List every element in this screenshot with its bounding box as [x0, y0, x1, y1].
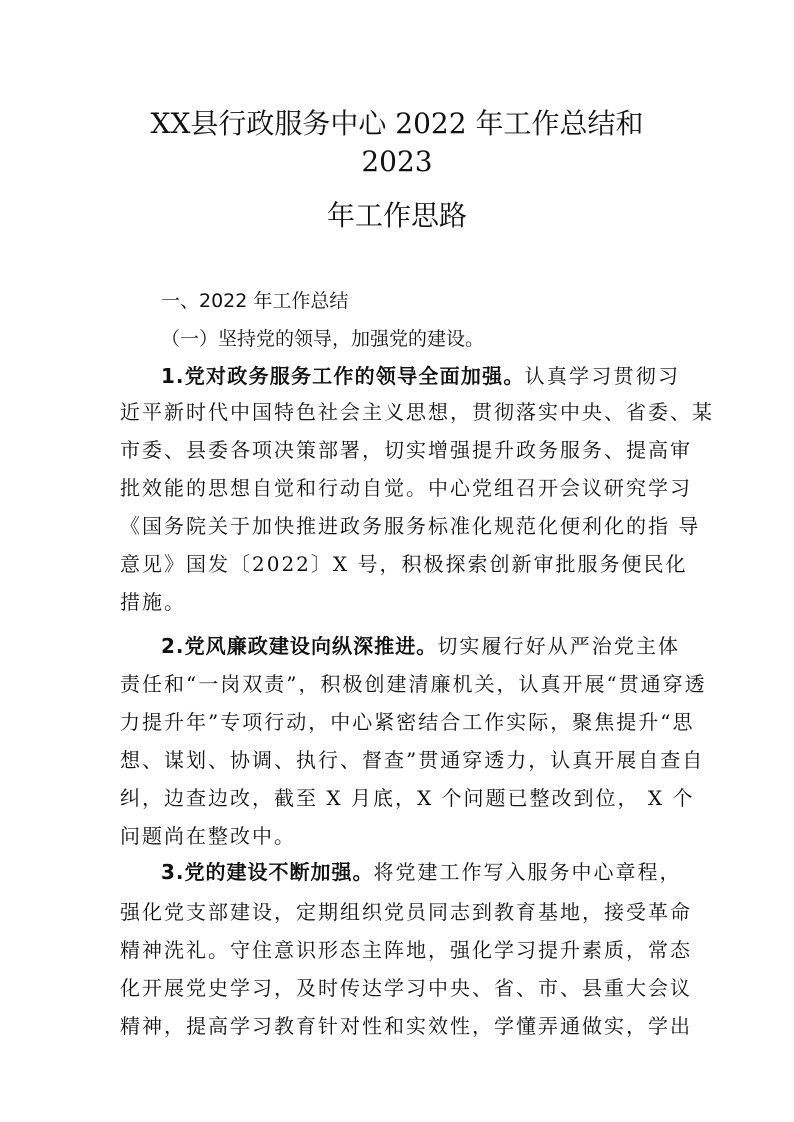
- section-heading: 一、2022 年工作总结: [161, 290, 349, 312]
- paragraph-2-text: 切实履行好从严治党主体: [437, 634, 681, 658]
- paragraph-line: 《国务院关于加快推进政务服务标准化规范化便利化的指 导: [120, 514, 701, 538]
- paragraph-line: 措施。: [120, 590, 186, 614]
- paragraph-line: 力提升年”专项行动，中心紧密结合工作实际，聚焦提升“思: [120, 710, 695, 734]
- paragraph-line: 精神，提高学习教育针对性和实效性，学懂弄通做实，学出: [120, 1014, 692, 1038]
- document-title-line-2: 2023: [361, 145, 433, 178]
- document-title-line-1: XX县行政服务中心 2022 年工作总结和: [150, 107, 644, 140]
- paragraph-line: 市委、县委各项决策部署，切实增强提升政务服务、提高审: [120, 438, 692, 462]
- paragraph-line: 问题尚在整改中。: [120, 824, 296, 848]
- paragraph-line: 想、谋划、协调、执行、督查”贯通穿透力，认真开展自查自: [120, 748, 705, 772]
- paragraph-2-label: 2.党风廉政建设向纵深推进。: [161, 634, 438, 658]
- paragraph-2-line-1: [161, 628, 680, 664]
- paragraph-line: 化开展党史学习，及时传达学习中央、省、市、县重大会议: [120, 976, 692, 1000]
- paragraph-line: 近平新时代中国特色社会主义思想，贯彻落实中央、省委、某: [120, 400, 714, 424]
- paragraph-line: 责任和“一岗双责”，积极创建清廉机关，认真开展“贯通穿透: [120, 672, 707, 696]
- document-title-line-3: 年工作思路: [326, 199, 467, 232]
- subsection-heading: （一）坚持党的领导，加强党的建设。: [161, 328, 485, 350]
- paragraph-line: 批效能的思想自觉和行动自觉。中心党组召开会议研究学习: [120, 476, 692, 500]
- paragraph-1-text: 认真学习贯彻习: [524, 364, 681, 388]
- paragraph-1-label: 1.党对政务服务工作的领导全面加强。: [161, 364, 525, 388]
- paragraph-1-line-1: [161, 358, 680, 394]
- paragraph-line: 意见》国发〔2022〕X 号，积极探索创新审批服务便民化: [120, 552, 688, 576]
- paragraph-3-label: 3.党的建设不断加强。: [161, 860, 374, 884]
- paragraph-3-text: 将党建工作写入服务中心章程，: [373, 860, 682, 884]
- paragraph-line: 强化党支部建设，定期组织党员同志到教育基地，接受革命: [120, 900, 692, 924]
- paragraph-line: 纠，边查边改，截至 X 月底，X 个问题已整改到位， X 个: [120, 786, 695, 810]
- paragraph-line: 精神洗礼。守住意识形态主阵地，强化学习提升素质，常态: [120, 938, 692, 962]
- paragraph-3-line-1: [161, 854, 680, 890]
